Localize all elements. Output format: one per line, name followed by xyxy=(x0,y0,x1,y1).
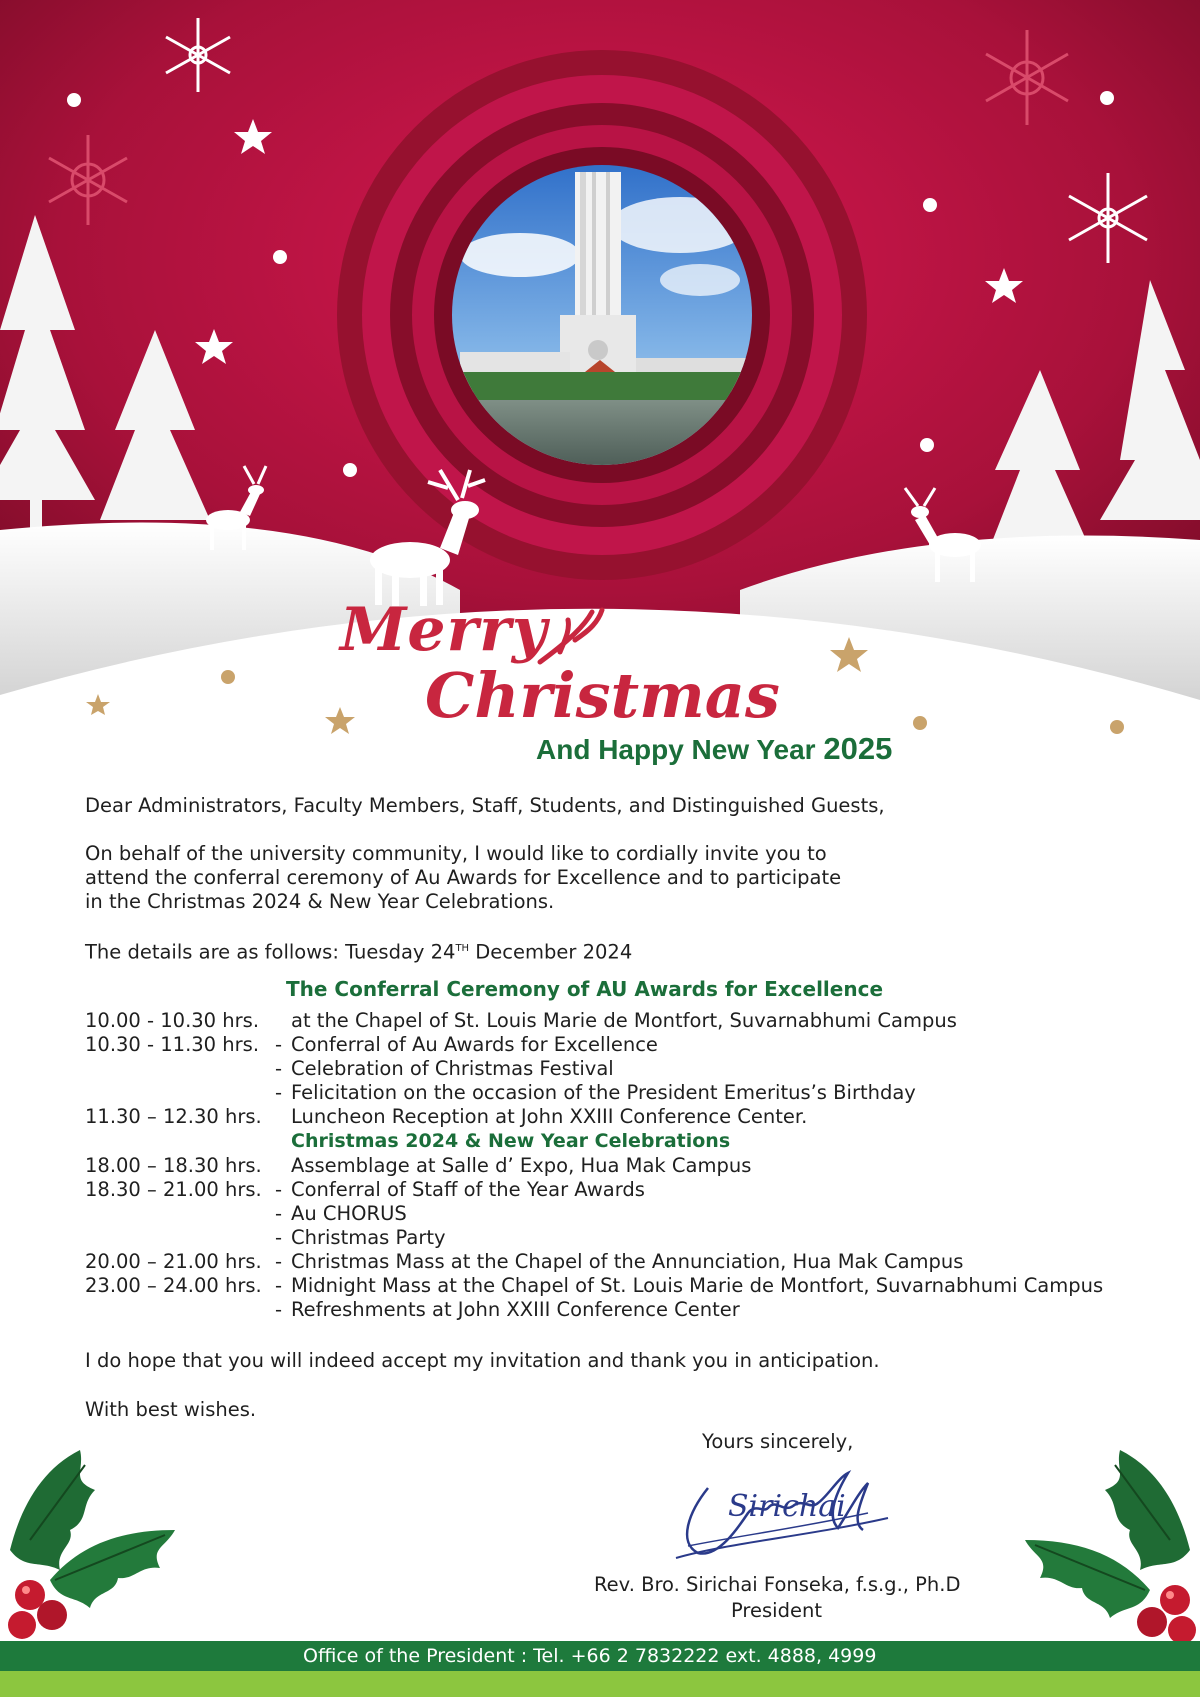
schedule-time: 10.00 - 10.30 hrs. xyxy=(85,1009,260,1032)
schedule-desc: Refreshments at John XXIII Conference Center xyxy=(291,1298,740,1321)
schedule-time: 20.00 – 21.00 hrs. xyxy=(85,1250,262,1273)
schedule-dash: - xyxy=(275,1178,283,1201)
salutation: Dear Administrators, Faculty Members, Staff, Students, and Distinguished Guests, xyxy=(85,794,885,817)
holly-left xyxy=(0,1430,190,1640)
intro-line-1: On behalf of the university community, I would like to cordially invite you to xyxy=(85,842,827,865)
new-year-text: And Happy New Year xyxy=(536,734,816,765)
schedule-dash: - xyxy=(275,1202,283,1225)
details-line xyxy=(85,937,632,965)
schedule-time: 18.30 – 21.00 hrs. xyxy=(85,1178,262,1201)
intro-line-3: in the Christmas 2024 & New Year Celebrations. xyxy=(85,890,555,913)
schedule-dash: - xyxy=(275,1298,283,1321)
schedule-dash: - xyxy=(275,1250,283,1273)
schedule-desc: Conferral of Staff of the Year Awards xyxy=(291,1178,645,1201)
footer-office-text: Office of the President : Tel. +66 2 7832222 ext. 4888, 4999 xyxy=(303,1645,877,1667)
best-wishes: With best wishes. xyxy=(85,1398,257,1421)
schedule-desc: Christmas Party xyxy=(291,1226,446,1249)
schedule-time: 23.00 – 24.00 hrs. xyxy=(85,1274,262,1297)
section-title-celebrations: Christmas 2024 & New Year Celebrations xyxy=(291,1130,731,1152)
section-title-awards: The Conferral Ceremony of AU Awards for Excellence xyxy=(286,977,884,1001)
schedule-dash: - xyxy=(275,1081,283,1104)
holly-leaf-icon xyxy=(1025,1540,1150,1618)
holly-right xyxy=(1010,1440,1200,1650)
schedule-desc: at the Chapel of St. Louis Marie de Montfort, Suvarnabhumi Campus xyxy=(291,1009,957,1032)
header-illustration xyxy=(0,0,1200,740)
details-prefix: The details are as follows: Tuesday 24 xyxy=(85,940,456,964)
schedule-desc: Assemblage at Salle d’ Expo, Hua Mak Campus xyxy=(291,1154,752,1177)
closing-line: I do hope that you will indeed accept my invitation and thank you in anticipation. xyxy=(85,1349,880,1372)
schedule-dash: - xyxy=(275,1226,283,1249)
schedule-desc: Conferral of Au Awards for Excellence xyxy=(291,1033,658,1056)
new-year-year: 2025 xyxy=(823,731,893,766)
schedule-desc: Christmas Mass at the Chapel of the Annunciation, Hua Mak Campus xyxy=(291,1250,964,1273)
schedule-desc: Felicitation on the occasion of the President Emeritus’s Birthday xyxy=(291,1081,916,1104)
details-sup: TH xyxy=(455,943,470,954)
details-suffix: December 2024 xyxy=(469,940,633,964)
schedule-time: 18.00 – 18.30 hrs. xyxy=(85,1154,262,1177)
schedule-time: 11.30 – 12.30 hrs. xyxy=(85,1105,262,1128)
schedule-desc: Celebration of Christmas Festival xyxy=(291,1057,614,1080)
christmas-heading: Christmas xyxy=(425,659,780,732)
signature-text: Sirichai xyxy=(728,1489,846,1524)
schedule-desc: Luncheon Reception at John XXIII Conference Center. xyxy=(291,1105,808,1128)
yours-sincerely: Yours sincerely, xyxy=(702,1430,854,1453)
intro-line-2: attend the conferral ceremony of Au Awards for Excellence and to participate xyxy=(85,866,842,889)
schedule-desc: Midnight Mass at the Chapel of St. Louis Marie de Montfort, Suvarnabhumi Campus xyxy=(291,1274,1104,1297)
signer-title: President xyxy=(731,1599,822,1622)
schedule-time: 10.30 - 11.30 hrs. xyxy=(85,1033,260,1056)
signer-name: Rev. Bro. Sirichai Fonseka, f.s.g., Ph.D xyxy=(594,1573,961,1596)
footer-bar xyxy=(0,1641,1200,1671)
new-year-heading xyxy=(536,733,892,764)
schedule-desc: Au CHORUS xyxy=(291,1202,407,1225)
merry-heading: Merry xyxy=(340,595,548,665)
footer-stripe xyxy=(0,1671,1200,1697)
signature xyxy=(668,1458,898,1578)
schedule-dash: - xyxy=(275,1274,283,1297)
schedule-dash: - xyxy=(275,1057,283,1080)
schedule-dash: - xyxy=(275,1033,283,1056)
